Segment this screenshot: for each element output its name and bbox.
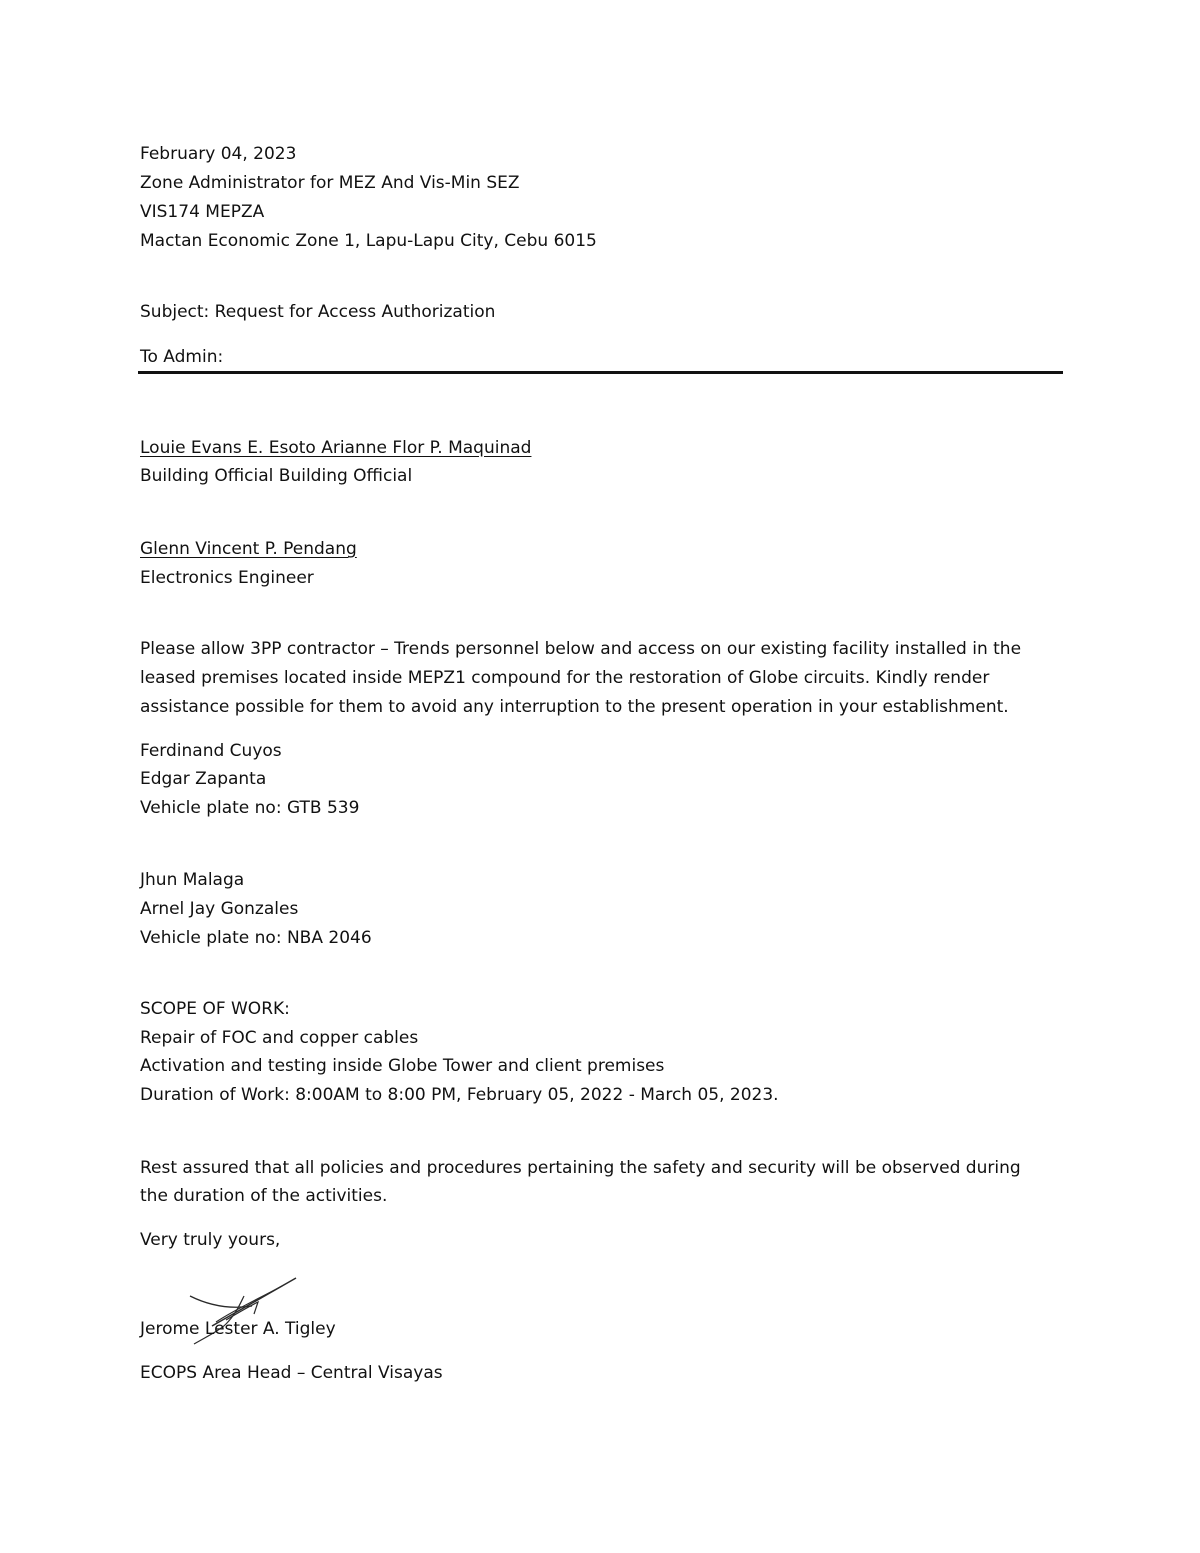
engineer-name: Glenn Vincent P. Pendang [140, 539, 357, 559]
signatory-name: Jerome Lester A. Tigley [140, 1319, 336, 1339]
recipient-line-3: Mactan Economic Zone 1, Lapu-Lapu City, Cebu 6015 [140, 231, 597, 251]
valediction: Very truly yours, [140, 1230, 281, 1250]
scope-item-2: Activation and testing inside Globe Tower and client premises [140, 1056, 665, 1076]
engineer-title: Electronics Engineer [140, 568, 314, 588]
closing-line-2: the duration of the activities. [140, 1186, 388, 1206]
building-officials-names: Louie Evans E. Esoto Arianne Flor P. Maquinad [140, 438, 532, 458]
signatory-title: ECOPS Area Head – Central Visayas [140, 1363, 443, 1383]
recipient-line-1: Zone Administrator for MEZ And Vis-Min SEZ [140, 173, 520, 193]
scope-item-1: Repair of FOC and copper cables [140, 1028, 419, 1048]
team1-vehicle-plate: Vehicle plate no: GTB 539 [140, 798, 360, 818]
letter-date: February 04, 2023 [140, 144, 297, 164]
closing-line-1: Rest assured that all policies and procedures pertaining the safety and security will be observed during [140, 1158, 1021, 1178]
recipient-line-2: VIS174 MEPZA [140, 202, 265, 222]
team1-person-1: Ferdinand Cuyos [140, 741, 282, 761]
subject-line: Subject: Request for Access Authorization [140, 302, 496, 322]
body-line-2: leased premises located inside MEPZ1 compound for the restoration of Globe circuits. Kindly render [140, 668, 990, 688]
salutation: To Admin: [140, 347, 224, 367]
body-line-1: Please allow 3PP contractor – Trends personnel below and access on our existing facility installed in the [140, 639, 1022, 659]
team2-vehicle-plate: Vehicle plate no: NBA 2046 [140, 928, 372, 948]
team2-person-2: Arnel Jay Gonzales [140, 899, 299, 919]
building-officials-titles: Building Official Building Official [140, 466, 413, 486]
team2-person-1: Jhun Malaga [140, 870, 245, 890]
horizontal-rule [138, 371, 1063, 374]
team1-person-2: Edgar Zapanta [140, 769, 267, 789]
body-line-3: assistance possible for them to avoid any interruption to the present operation in your establishment. [140, 697, 1009, 717]
scope-duration: Duration of Work: 8:00AM to 8:00 PM, February 05, 2022 - March 05, 2023. [140, 1085, 779, 1105]
scope-heading: SCOPE OF WORK: [140, 999, 290, 1019]
